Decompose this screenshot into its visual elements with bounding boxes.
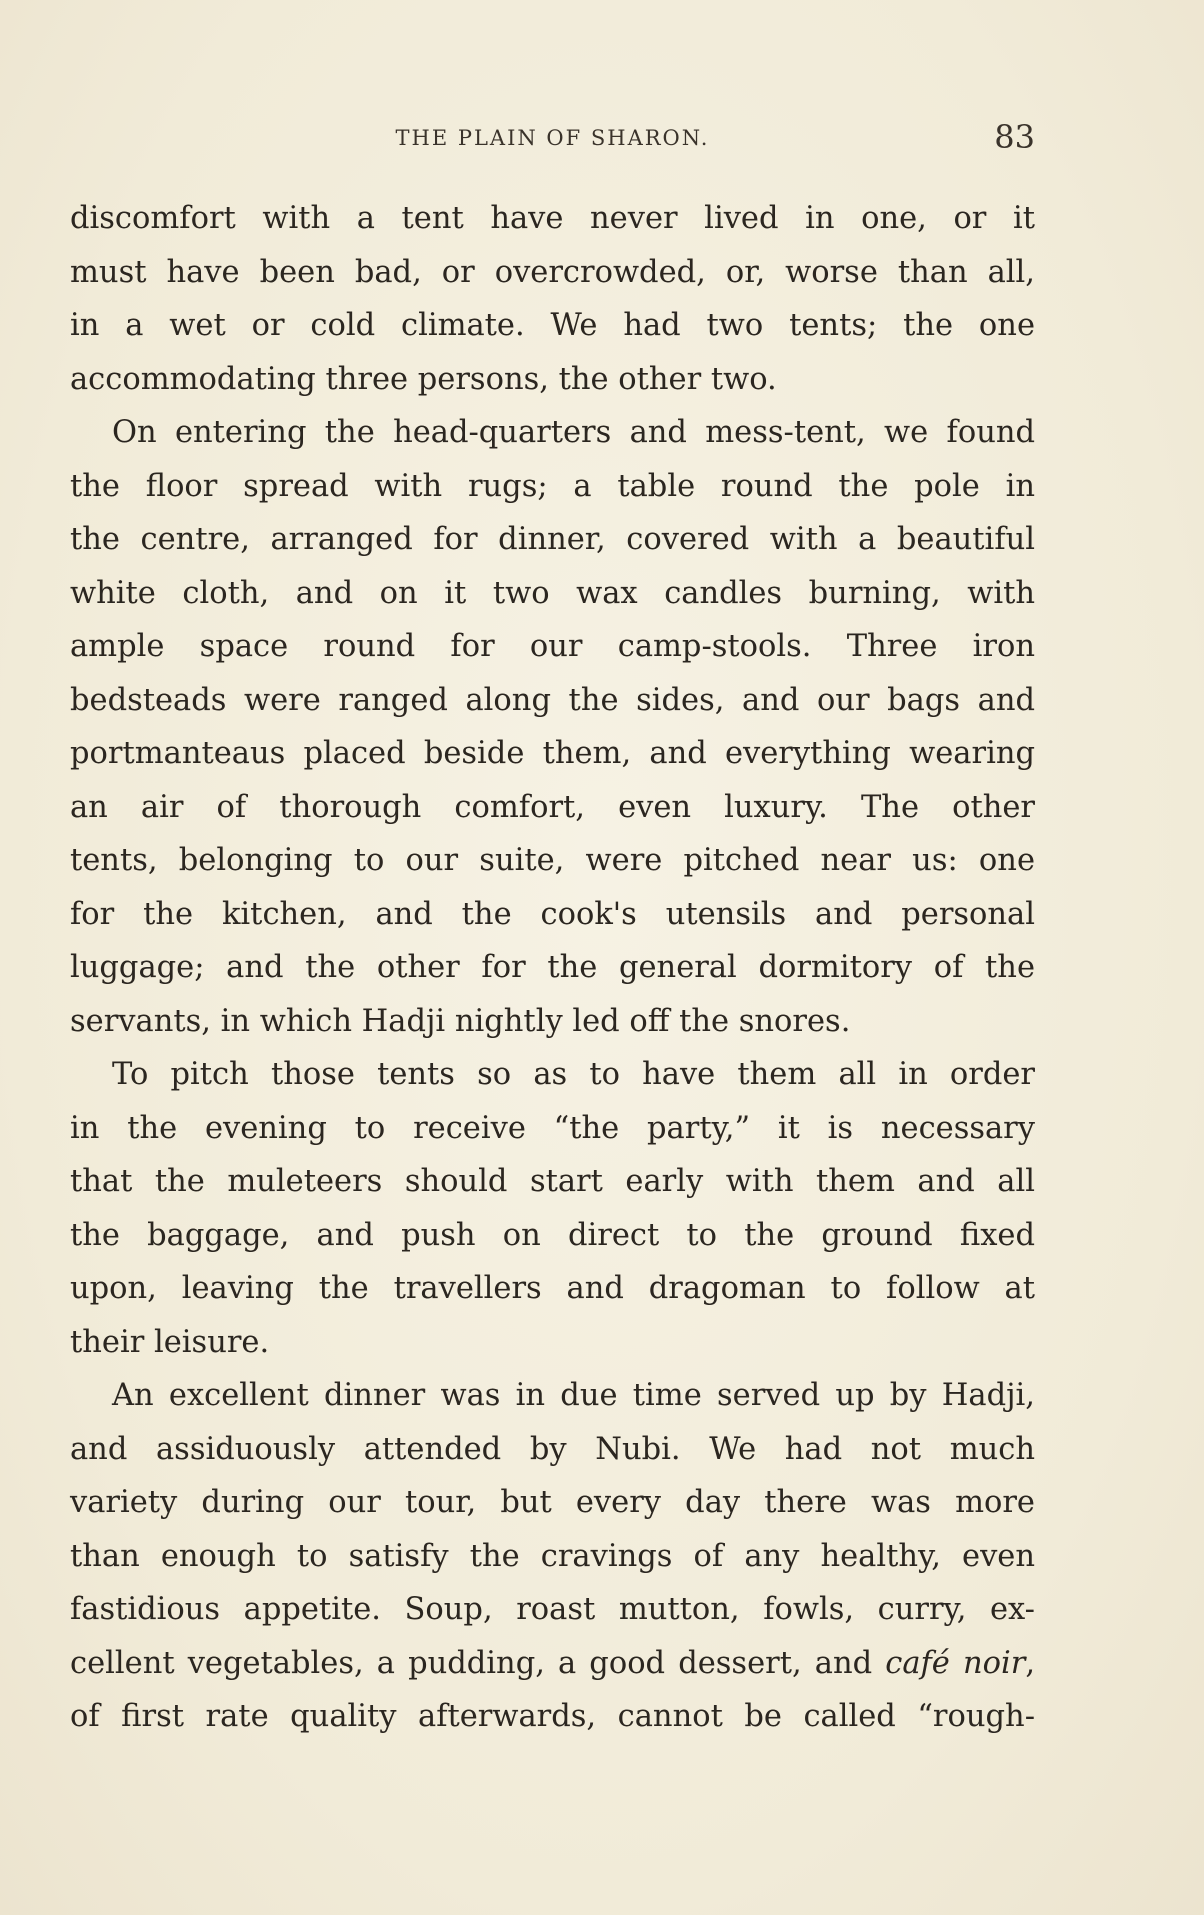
text-line: the centre, arranged for dinner, covered with a beautiful [70, 522, 1035, 557]
text-line: ample space round for our camp-stools. Three iron [70, 629, 1035, 664]
text-line: accommodating three persons, the other two. [70, 361, 777, 397]
text-line: luggage; and the other for the general dormitory of the [70, 950, 1035, 985]
text-line: an air of thorough comfort, even luxury. The other [70, 789, 1035, 825]
body-text [70, 192, 1035, 1744]
text-line: the floor spread with rugs; a table round the pole in [70, 468, 1035, 504]
text-line: portmanteaus placed beside them, and everything wearing [70, 736, 1035, 771]
italic-phrase: café noir [885, 1645, 1026, 1681]
text-line: To pitch those tents so as to have them all in order [112, 1057, 1035, 1092]
text-line: An excellent dinner was in due time served up by Hadji, [112, 1378, 1035, 1413]
text-segment: , [1025, 1645, 1036, 1681]
text-line: servants, in which Hadji nightly led off the snores. [70, 1003, 851, 1039]
text-line: that the muleteers should start early with them and all [70, 1164, 1035, 1199]
text-line: in a wet or cold climate. We had two tents; the one [70, 308, 1035, 343]
text-line: for the kitchen, and the cook's utensils and personal [70, 896, 1035, 932]
running-head [70, 118, 1035, 158]
text-line: in the evening to receive “the party,” it is necessary [70, 1110, 1035, 1146]
text-line: than enough to satisfy the cravings of any healthy, even [70, 1538, 1035, 1574]
text-line: and assiduously attended by Nubi. We had not much [70, 1431, 1035, 1467]
text-line: bedsteads were ranged along the sides, and our bags and [70, 682, 1035, 718]
running-title: THE PLAIN OF SHARON. [395, 126, 710, 150]
text-line: variety during our tour, but every day there was more [70, 1485, 1035, 1520]
text-line: discomfort with a tent have never lived in one, or it [70, 201, 1035, 236]
text-line: the baggage, and push on direct to the ground fixed [70, 1217, 1035, 1253]
text-line: their leisure. [70, 1324, 270, 1360]
text-line: white cloth, and on it two wax candles burning, with [70, 575, 1035, 611]
text-line: of first rate quality afterwards, cannot be called “rough- [70, 1699, 1035, 1734]
text-segment: cellent vegetables, a pudding, a good dessert, and [70, 1645, 873, 1681]
text-line: fastidious appetite. Soup, roast mutton, fowls, curry, ex- [70, 1592, 1035, 1627]
page-number: 83 [994, 118, 1035, 156]
text-line: tents, belonging to our suite, were pitched near us: one [70, 843, 1035, 878]
text-line: upon, leaving the travellers and dragoman to follow at [70, 1271, 1035, 1306]
text-line: must have been bad, or overcrowded, or, worse than all, [70, 254, 1035, 290]
text-line: On entering the head-quarters and mess-tent, we found [112, 415, 1035, 450]
text-line [70, 1637, 1035, 1691]
